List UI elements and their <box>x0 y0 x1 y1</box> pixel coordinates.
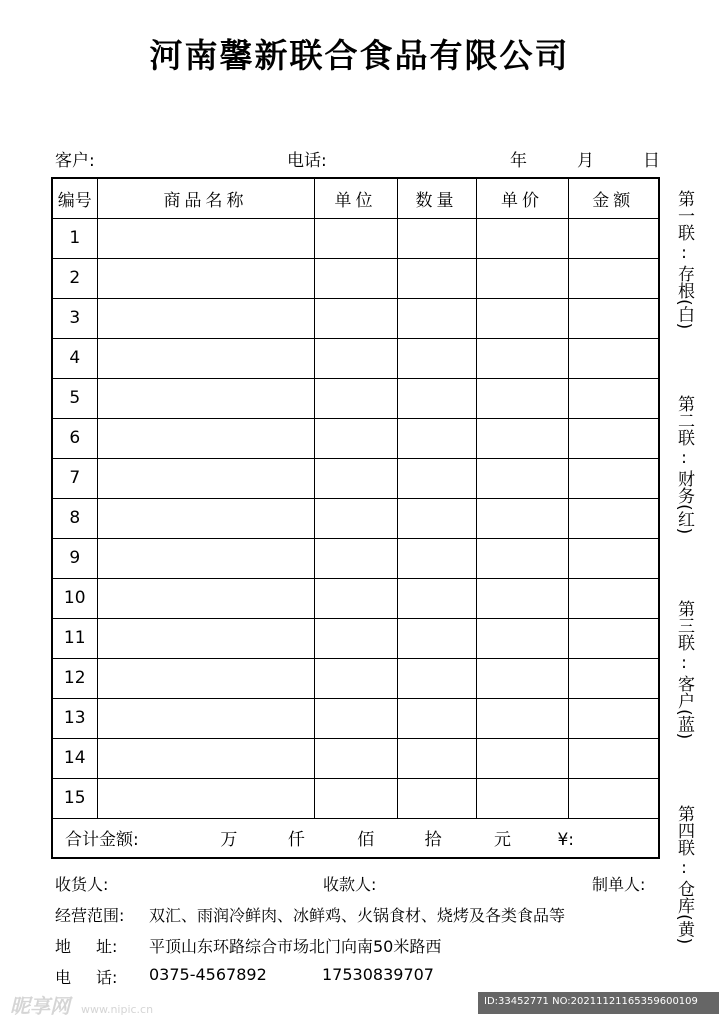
copy-3-name: 第三联 <box>674 600 694 651</box>
quantity-cell[interactable] <box>397 458 476 498</box>
product-name-cell[interactable] <box>97 218 314 258</box>
total-cell <box>52 818 659 858</box>
amount-cell[interactable] <box>568 258 659 298</box>
unit-price-cell[interactable] <box>476 698 568 738</box>
watermark-logo <box>10 990 153 1019</box>
copy-1-purpose: 存根 <box>674 265 694 299</box>
unit-cell[interactable] <box>314 378 397 418</box>
amount-cell[interactable] <box>568 578 659 618</box>
unit-cell[interactable] <box>314 498 397 538</box>
business-scope-label: 经营范围: <box>55 906 125 925</box>
maker-label: 制单人: <box>592 875 646 894</box>
product-name-cell[interactable] <box>97 338 314 378</box>
copy-1-color: (白) <box>674 299 694 330</box>
watermark-id-text: ID:33452771 NO:20211121165359600109 <box>484 996 698 1007</box>
total-row <box>52 818 659 858</box>
amount-cell[interactable] <box>568 378 659 418</box>
copy-4-purpose: 仓库 <box>674 880 694 914</box>
row-number-cell: 8 <box>52 498 97 538</box>
copy-2-color: (红) <box>674 504 694 535</box>
row-number-cell: 4 <box>52 338 97 378</box>
copy-1-colon: : <box>681 243 687 263</box>
total-unit-currency: ¥: <box>557 830 574 851</box>
company-title: 河南馨新联合食品有限公司 <box>149 36 570 75</box>
quantity-cell[interactable] <box>397 218 476 258</box>
unit-cell[interactable] <box>314 418 397 458</box>
table-row <box>52 218 659 258</box>
copy-2-name: 第二联 <box>674 395 694 446</box>
row-number-cell: 10 <box>52 578 97 618</box>
amount-cell[interactable] <box>568 298 659 338</box>
table-row <box>52 698 659 738</box>
quantity-cell[interactable] <box>397 658 476 698</box>
product-name-cell[interactable] <box>97 618 314 658</box>
column-header-quantity: 数量 <box>397 178 476 218</box>
row-number-cell: 6 <box>52 418 97 458</box>
column-header-unit-price: 单价 <box>476 178 568 218</box>
table-row <box>52 458 659 498</box>
watermark-logo-text: 昵享网 <box>10 994 70 1018</box>
contact-phone-label-part1: 电 <box>55 968 72 987</box>
table-header-row <box>52 178 659 218</box>
unit-price-cell[interactable] <box>476 218 568 258</box>
unit-price-cell[interactable] <box>476 258 568 298</box>
total-unit-shi: 拾 <box>424 830 442 851</box>
table-row <box>52 738 659 778</box>
table-row <box>52 658 659 698</box>
quantity-cell[interactable] <box>397 338 476 378</box>
amount-cell[interactable] <box>568 778 659 818</box>
quantity-cell[interactable] <box>397 698 476 738</box>
date-year-label: 年 <box>510 151 527 171</box>
quantity-cell[interactable] <box>397 778 476 818</box>
copy-1-name: 第一联 <box>674 190 694 241</box>
row-number-cell: 2 <box>52 258 97 298</box>
quantity-cell[interactable] <box>397 738 476 778</box>
payee-label: 收款人: <box>323 875 377 894</box>
unit-price-cell[interactable] <box>476 338 568 378</box>
amount-cell[interactable] <box>568 218 659 258</box>
unit-cell[interactable] <box>314 778 397 818</box>
table-row <box>52 778 659 818</box>
unit-cell[interactable] <box>314 698 397 738</box>
quantity-cell[interactable] <box>397 258 476 298</box>
copy-4-color: (黄) <box>674 914 694 945</box>
row-number-cell: 7 <box>52 458 97 498</box>
quantity-cell[interactable] <box>397 618 476 658</box>
phone-label: 电话: <box>287 151 327 171</box>
product-name-cell[interactable] <box>97 458 314 498</box>
column-header-unit: 单位 <box>314 178 397 218</box>
total-unit-qian: 仟 <box>287 830 305 851</box>
unit-cell[interactable] <box>314 218 397 258</box>
table-row <box>52 258 659 298</box>
row-number-cell: 11 <box>52 618 97 658</box>
quantity-cell[interactable] <box>397 378 476 418</box>
unit-cell[interactable] <box>314 458 397 498</box>
unit-cell[interactable] <box>314 258 397 298</box>
copy-4-colon: : <box>681 858 687 878</box>
copy-2 <box>668 395 700 600</box>
table-row <box>52 298 659 338</box>
amount-cell[interactable] <box>568 618 659 658</box>
unit-price-cell[interactable] <box>476 538 568 578</box>
address-value: 平顶山东环路综合市场北门向南50米路西 <box>149 937 442 956</box>
watermark-url: www.nipic.cn <box>80 1003 154 1016</box>
copy-2-colon: : <box>681 448 687 468</box>
unit-price-cell[interactable] <box>476 778 568 818</box>
product-name-cell[interactable] <box>97 698 314 738</box>
copy-3-colon: : <box>681 653 687 673</box>
product-name-cell[interactable] <box>97 778 314 818</box>
unit-cell[interactable] <box>314 338 397 378</box>
unit-cell[interactable] <box>314 618 397 658</box>
unit-cell[interactable] <box>314 658 397 698</box>
unit-price-cell[interactable] <box>476 578 568 618</box>
copy-4-name: 第四联 <box>674 805 694 856</box>
contact-phone-label-part2: 话: <box>96 968 118 987</box>
address-label-part2: 址: <box>96 937 118 956</box>
contact-phone-1: 0375-4567892 <box>149 965 267 984</box>
invoice-table <box>51 177 660 859</box>
copy-3-purpose: 客户 <box>674 675 694 709</box>
table-row <box>52 418 659 458</box>
row-number-cell: 14 <box>52 738 97 778</box>
total-unit-bai: 佰 <box>357 830 375 851</box>
total-label: 合计金额: <box>65 830 139 851</box>
amount-cell[interactable] <box>568 418 659 458</box>
amount-cell[interactable] <box>568 738 659 778</box>
unit-price-cell[interactable] <box>476 418 568 458</box>
copy-1 <box>668 190 700 395</box>
product-name-cell[interactable] <box>97 258 314 298</box>
product-name-cell[interactable] <box>97 658 314 698</box>
copy-4 <box>668 805 700 985</box>
row-number-cell: 3 <box>52 298 97 338</box>
quantity-cell[interactable] <box>397 498 476 538</box>
quantity-cell[interactable] <box>397 418 476 458</box>
row-number-cell: 12 <box>52 658 97 698</box>
table-row <box>52 538 659 578</box>
receiver-label: 收货人: <box>55 875 109 894</box>
amount-cell[interactable] <box>568 658 659 698</box>
unit-price-cell[interactable] <box>476 458 568 498</box>
unit-cell[interactable] <box>314 538 397 578</box>
total-unit-wan: 万 <box>220 830 238 851</box>
business-scope-value: 双汇、雨润冷鲜肉、冰鲜鸡、火锅食材、烧烤及各类食品等 <box>149 906 566 925</box>
unit-cell[interactable] <box>314 298 397 338</box>
unit-price-cell[interactable] <box>476 498 568 538</box>
row-number-cell: 1 <box>52 218 97 258</box>
unit-price-cell[interactable] <box>476 618 568 658</box>
date-month-label: 月 <box>577 151 594 171</box>
quantity-cell[interactable] <box>397 538 476 578</box>
table-row <box>52 338 659 378</box>
table-row <box>52 578 659 618</box>
unit-price-cell[interactable] <box>476 378 568 418</box>
copy-3 <box>668 600 700 805</box>
amount-cell[interactable] <box>568 338 659 378</box>
row-number-cell: 9 <box>52 538 97 578</box>
column-header-number: 编号 <box>52 178 97 218</box>
unit-price-cell[interactable] <box>476 738 568 778</box>
quantity-cell[interactable] <box>397 298 476 338</box>
unit-cell[interactable] <box>314 738 397 778</box>
product-name-cell[interactable] <box>97 418 314 458</box>
table-row <box>52 498 659 538</box>
copy-3-color: (蓝) <box>674 709 694 740</box>
total-unit-yuan: 元 <box>494 830 512 851</box>
copy-2-purpose: 财务 <box>674 470 694 504</box>
amount-cell[interactable] <box>568 698 659 738</box>
column-header-amount: 金额 <box>568 178 659 218</box>
product-name-cell[interactable] <box>97 738 314 778</box>
customer-label: 客户: <box>55 151 95 171</box>
product-name-cell[interactable] <box>97 378 314 418</box>
date-day-label: 日 <box>643 151 660 171</box>
row-number-cell: 13 <box>52 698 97 738</box>
table-row <box>52 618 659 658</box>
amount-cell[interactable] <box>568 458 659 498</box>
unit-price-cell[interactable] <box>476 298 568 338</box>
unit-cell[interactable] <box>314 578 397 618</box>
row-number-cell: 5 <box>52 378 97 418</box>
copy-sidebar <box>668 190 700 985</box>
quantity-cell[interactable] <box>397 578 476 618</box>
table-row <box>52 378 659 418</box>
column-header-product-name: 商品名称 <box>97 178 314 218</box>
product-name-cell[interactable] <box>97 498 314 538</box>
address-label-part1: 地 <box>55 937 72 956</box>
product-name-cell[interactable] <box>97 298 314 338</box>
row-number-cell: 15 <box>52 778 97 818</box>
amount-cell[interactable] <box>568 538 659 578</box>
product-name-cell[interactable] <box>97 538 314 578</box>
contact-phone-2: 17530839707 <box>322 965 434 984</box>
product-name-cell[interactable] <box>97 578 314 618</box>
amount-cell[interactable] <box>568 498 659 538</box>
unit-price-cell[interactable] <box>476 658 568 698</box>
